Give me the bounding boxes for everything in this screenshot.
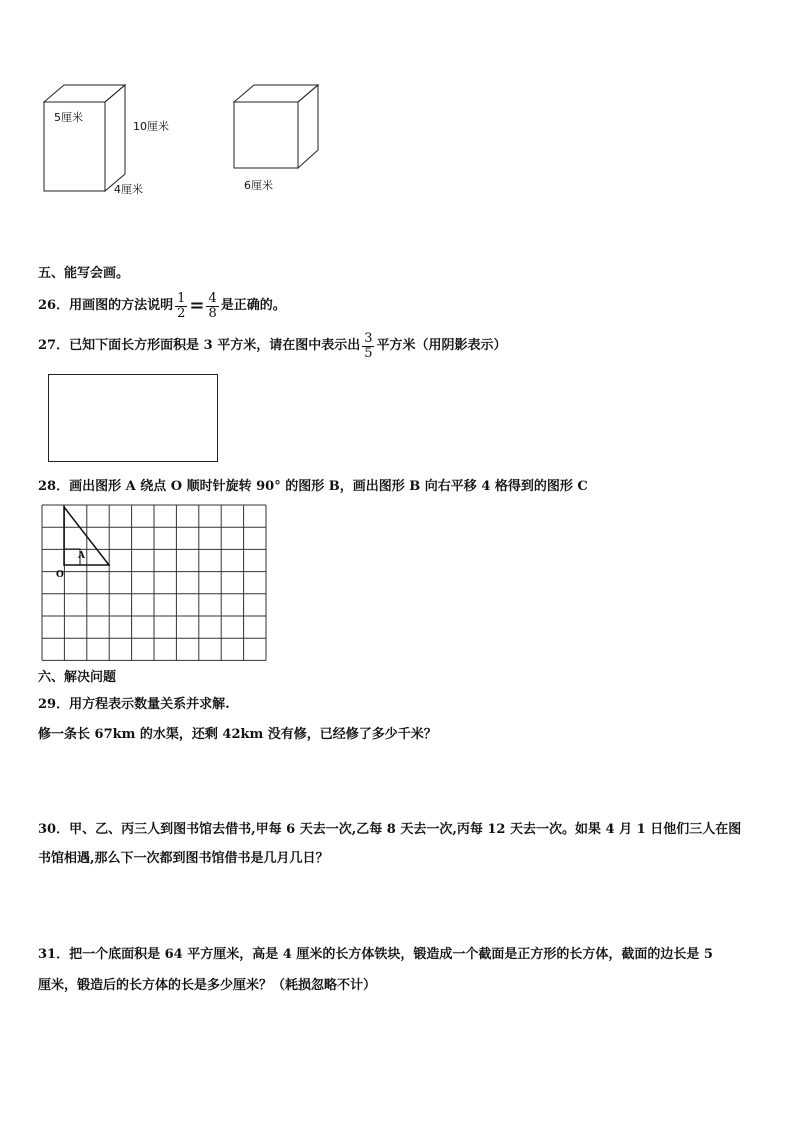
q27-text-before: 27．已知下面长方形面积是 3 平方米，请在图中表示出 xyxy=(38,338,361,353)
question-31-line-1: 31．把一个底面积是 64 平方厘米，高是 4 厘米的长方体铁块，锻造成一个截面是正方形的长方体，截面的边长是 5 xyxy=(38,947,713,962)
question-29-line-2: 修一条长 67km 的水渠，还剩 42km 没有修，已经修了多少千米？ xyxy=(38,727,437,742)
q27-frac-numerator: 3 xyxy=(364,330,373,346)
cuboid-width-label: 4厘米 xyxy=(114,183,143,196)
q26-fraction-2 xyxy=(206,292,218,321)
q27-text-after: 平方米（用阴影表示） xyxy=(376,338,507,353)
q28-grid[interactable] xyxy=(42,505,272,665)
q26-frac1-numerator: 1 xyxy=(177,290,186,306)
q27-rectangle[interactable] xyxy=(48,374,218,462)
q26-frac1-denominator: 2 xyxy=(177,305,186,321)
cube-figure xyxy=(230,82,330,177)
q26-text-before: 26．用画图的方法说明 xyxy=(38,298,174,313)
cuboid-length-label: 10厘米 xyxy=(133,120,169,133)
q27-frac-denominator: 5 xyxy=(364,345,373,361)
cuboid-height-label: 5厘米 xyxy=(54,111,83,124)
question-29-line-1: 29．用方程表示数量关系并求解. xyxy=(38,697,230,712)
question-31-line-2: 厘米，锻造后的长方体的长是多少厘米？（耗损忽略不计） xyxy=(38,978,377,993)
q26-fraction-1 xyxy=(175,292,187,321)
point-o-label: O xyxy=(56,570,64,580)
q26-frac2-denominator: 8 xyxy=(208,305,217,321)
q26-equals-sign: = xyxy=(189,295,205,316)
shape-a-label: A xyxy=(78,551,85,561)
cube-edge-label: 6厘米 xyxy=(244,179,273,192)
question-26 xyxy=(38,286,286,326)
question-27 xyxy=(38,326,507,366)
q27-fraction xyxy=(362,332,374,361)
question-30-line-2: 书馆相遇,那么下一次都到图书馆借书是几月几日？ xyxy=(38,851,329,866)
section-5-title: 五、能写会画。 xyxy=(38,266,130,281)
cuboid-figure xyxy=(38,82,178,197)
q26-frac2-numerator: 4 xyxy=(208,290,217,306)
question-28: 28．画出图形 A 绕点 O 顺时针旋转 90° 的图形 B，画出图形 B 向右平移 4 格得到的图形 C xyxy=(38,479,588,494)
section-6-title: 六、解决问题 xyxy=(38,670,117,685)
question-30-line-1: 30．甲、乙、丙三人到图书馆去借书,甲每 6 天去一次,乙每 8 天去一次,丙每 12 天去一次。如果 4 月 1 日他们三人在图 xyxy=(38,822,742,837)
q26-text-after: 是正确的。 xyxy=(220,298,286,313)
